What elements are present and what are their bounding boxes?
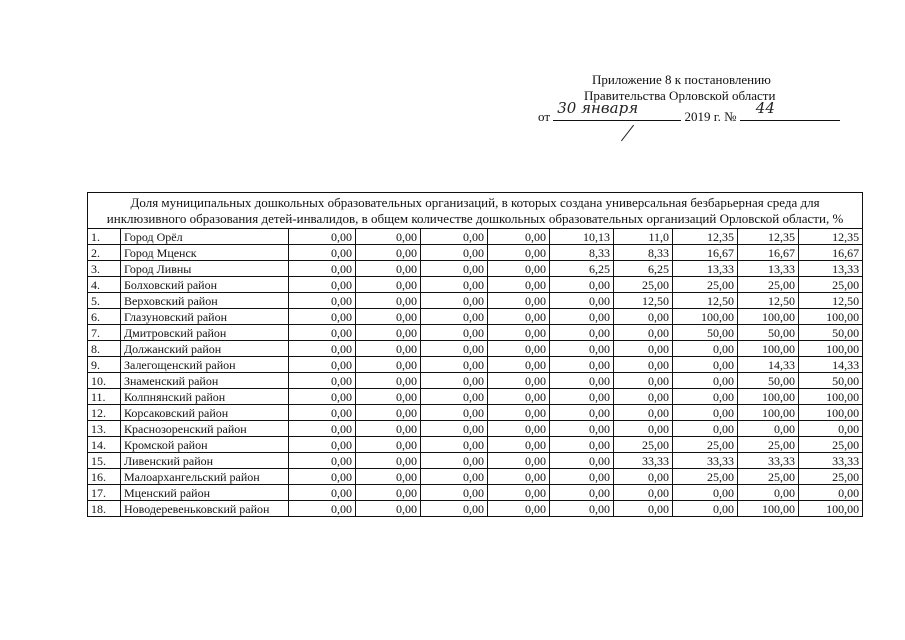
value-cell: 100,00 [738,309,799,325]
table-caption: Доля муниципальных дошкольных образовательных организаций, в которых создана универсальная безбарьерная среда для инклюзивного образования детей-инвалидов, в общем количестве дошкольных образовательных организаций Орловской области, % [88,193,863,229]
appendix-title: Приложение 8 к постановлению [592,72,771,87]
value-cell: 0,00 [488,389,550,405]
value-cell: 0,00 [421,229,488,245]
value-cell: 8,33 [550,245,614,261]
value-cell: 0,00 [550,293,614,309]
row-number: 18. [88,501,121,517]
value-cell: 12,35 [799,229,863,245]
value-cell: 0,00 [421,389,488,405]
value-cell: 0,00 [799,421,863,437]
value-cell: 0,00 [673,341,738,357]
value-cell: 0,00 [488,469,550,485]
municipality-name: Ливенский район [121,453,289,469]
row-number: 3. [88,261,121,277]
value-cell: 0,00 [614,405,673,421]
value-cell: 0,00 [673,373,738,389]
value-cell: 0,00 [673,389,738,405]
value-cell: 12,35 [738,229,799,245]
value-cell: 0,00 [673,485,738,501]
value-cell: 12,50 [614,293,673,309]
value-cell: 0,00 [356,405,421,421]
row-number: 5. [88,293,121,309]
row-number: 7. [88,325,121,341]
value-cell: 0,00 [421,405,488,421]
row-number: 1. [88,229,121,245]
value-cell: 0,00 [421,357,488,373]
value-cell: 0,00 [421,469,488,485]
value-cell: 0,00 [356,277,421,293]
table-row [88,277,863,293]
table-row [88,261,863,277]
value-cell: 0,00 [289,245,356,261]
value-cell: 12,35 [673,229,738,245]
row-number: 14. [88,437,121,453]
value-cell: 0,00 [614,501,673,517]
table-row [88,453,863,469]
value-cell: 0,00 [550,421,614,437]
table-row [88,437,863,453]
value-cell: 0,00 [550,389,614,405]
value-cell: 0,00 [289,453,356,469]
value-cell: 0,00 [289,501,356,517]
value-cell: 0,00 [356,421,421,437]
value-cell: 100,00 [799,405,863,421]
municipality-name: Болховский район [121,277,289,293]
year-label: 2019 г. № [684,109,737,124]
value-cell: 100,00 [738,501,799,517]
value-cell: 0,00 [550,453,614,469]
value-cell: 33,33 [673,453,738,469]
value-cell: 0,00 [614,389,673,405]
value-cell: 13,33 [738,261,799,277]
value-cell: 0,00 [550,325,614,341]
value-cell: 0,00 [356,309,421,325]
value-cell: 0,00 [550,469,614,485]
municipality-name: Город Мценск [121,245,289,261]
value-cell: 16,67 [799,245,863,261]
value-cell: 33,33 [738,453,799,469]
value-cell: 25,00 [673,437,738,453]
value-cell: 0,00 [356,325,421,341]
number-field [740,99,840,121]
municipality-name: Верховский район [121,293,289,309]
value-cell: 0,00 [614,421,673,437]
value-cell: 100,00 [799,341,863,357]
value-cell: 14,33 [799,357,863,373]
value-cell: 0,00 [488,229,550,245]
value-cell: 16,67 [673,245,738,261]
value-cell: 13,33 [799,261,863,277]
value-cell: 0,00 [421,437,488,453]
value-cell: 33,33 [799,453,863,469]
value-cell: 0,00 [356,341,421,357]
municipality-name: Краснозоренский район [121,421,289,437]
value-cell: 0,00 [488,309,550,325]
value-cell: 25,00 [673,469,738,485]
value-cell: 0,00 [356,485,421,501]
value-cell: 0,00 [550,501,614,517]
value-cell: 0,00 [421,453,488,469]
value-cell: 25,00 [738,469,799,485]
value-cell: 50,00 [738,373,799,389]
value-cell: 14,33 [738,357,799,373]
value-cell: 25,00 [799,277,863,293]
value-cell: 0,00 [550,341,614,357]
municipality-name: Знаменский район [121,373,289,389]
value-cell: 8,33 [614,245,673,261]
value-cell: 0,00 [289,405,356,421]
value-cell: 0,00 [488,293,550,309]
value-cell: 0,00 [738,421,799,437]
value-cell: 100,00 [799,501,863,517]
value-cell: 0,00 [421,501,488,517]
table-row [88,485,863,501]
value-cell: 0,00 [356,229,421,245]
value-cell: 0,00 [289,261,356,277]
value-cell: 0,00 [289,229,356,245]
value-cell: 0,00 [289,341,356,357]
handwritten-date: 30 января [557,99,639,117]
value-cell: 0,00 [421,309,488,325]
value-cell: 0,00 [421,341,488,357]
value-cell: 0,00 [289,469,356,485]
value-cell: 0,00 [488,245,550,261]
value-cell: 25,00 [614,437,673,453]
handwritten-number: 44 [755,99,775,117]
table-row [88,501,863,517]
value-cell: 13,33 [673,261,738,277]
row-number: 10. [88,373,121,389]
row-number: 6. [88,309,121,325]
value-cell: 0,00 [356,293,421,309]
table-row [88,341,863,357]
value-cell: 0,00 [356,437,421,453]
row-number: 13. [88,421,121,437]
value-cell: 0,00 [488,373,550,389]
value-cell: 0,00 [356,501,421,517]
date-field [553,99,681,121]
value-cell: 0,00 [488,357,550,373]
table-row [88,357,863,373]
government-line: Правительства Орловской области [584,88,776,103]
value-cell: 0,00 [356,245,421,261]
municipality-name: Город Ливны [121,261,289,277]
table-row [88,421,863,437]
value-cell: 25,00 [614,277,673,293]
value-cell: 11,0 [614,229,673,245]
value-cell: 0,00 [673,405,738,421]
value-cell: 0,00 [550,309,614,325]
value-cell: 25,00 [799,437,863,453]
value-cell: 0,00 [488,405,550,421]
value-cell: 0,00 [289,309,356,325]
municipality-name: Колпнянский район [121,389,289,405]
municipality-name: Дмитровский район [121,325,289,341]
value-cell: 6,25 [614,261,673,277]
value-cell: 0,00 [488,325,550,341]
row-number: 16. [88,469,121,485]
value-cell: 12,50 [673,293,738,309]
value-cell: 16,67 [738,245,799,261]
value-cell: 0,00 [421,293,488,309]
municipality-name: Глазуновский район [121,309,289,325]
table-row [88,325,863,341]
inclusive-environment-table [87,192,863,517]
value-cell: 0,00 [356,373,421,389]
value-cell: 0,00 [356,261,421,277]
table-row [88,373,863,389]
value-cell: 25,00 [738,437,799,453]
value-cell: 50,00 [799,325,863,341]
value-cell: 0,00 [421,325,488,341]
value-cell: 0,00 [488,277,550,293]
municipality-name: Мценский район [121,485,289,501]
value-cell: 25,00 [673,277,738,293]
value-cell: 0,00 [421,421,488,437]
value-cell: 0,00 [550,277,614,293]
value-cell: 12,50 [799,293,863,309]
value-cell: 25,00 [799,469,863,485]
value-cell: 0,00 [614,469,673,485]
value-cell: 33,33 [614,453,673,469]
value-cell: 0,00 [673,421,738,437]
value-cell: 0,00 [550,485,614,501]
caption-row [88,193,863,229]
value-cell: 0,00 [738,485,799,501]
value-cell: 0,00 [289,357,356,373]
value-cell: 0,00 [421,373,488,389]
value-cell: 25,00 [738,277,799,293]
value-cell: 0,00 [614,341,673,357]
value-cell: 100,00 [799,309,863,325]
row-number: 4. [88,277,121,293]
value-cell: 0,00 [799,485,863,501]
municipality-name: Новодеревеньковский район [121,501,289,517]
value-cell: 0,00 [421,485,488,501]
value-cell: 12,50 [738,293,799,309]
signature-stroke [621,125,634,141]
value-cell: 0,00 [356,469,421,485]
date-prefix: от [538,109,551,124]
value-cell: 0,00 [289,485,356,501]
row-number: 11. [88,389,121,405]
table-row [88,389,863,405]
municipality-name: Залегощенский район [121,357,289,373]
table-row [88,245,863,261]
value-cell: 50,00 [799,373,863,389]
value-cell: 0,00 [488,261,550,277]
value-cell: 50,00 [738,325,799,341]
table-row [88,293,863,309]
municipality-name: Кромской район [121,437,289,453]
value-cell: 0,00 [421,245,488,261]
value-cell: 0,00 [488,341,550,357]
row-number: 15. [88,453,121,469]
value-cell: 0,00 [289,389,356,405]
value-cell: 0,00 [488,437,550,453]
value-cell: 0,00 [356,453,421,469]
value-cell: 50,00 [673,325,738,341]
value-cell: 0,00 [289,373,356,389]
row-number: 2. [88,245,121,261]
value-cell: 0,00 [614,357,673,373]
date-line [538,99,840,125]
row-number: 12. [88,405,121,421]
value-cell: 0,00 [488,453,550,469]
row-number: 9. [88,357,121,373]
value-cell: 0,00 [673,501,738,517]
value-cell: 0,00 [356,389,421,405]
value-cell: 0,00 [614,373,673,389]
value-cell: 0,00 [614,485,673,501]
value-cell: 0,00 [614,309,673,325]
table-row [88,469,863,485]
municipality-name: Город Орёл [121,229,289,245]
value-cell: 100,00 [738,405,799,421]
value-cell: 100,00 [799,389,863,405]
value-cell: 100,00 [738,341,799,357]
municipality-name: Должанский район [121,341,289,357]
value-cell: 0,00 [614,325,673,341]
value-cell: 100,00 [738,389,799,405]
value-cell: 0,00 [289,437,356,453]
table-row [88,229,863,245]
value-cell: 0,00 [673,357,738,373]
value-cell: 6,25 [550,261,614,277]
municipality-name: Корсаковский район [121,405,289,421]
value-cell: 0,00 [550,373,614,389]
value-cell: 0,00 [488,501,550,517]
value-cell: 0,00 [421,277,488,293]
value-cell: 100,00 [673,309,738,325]
value-cell: 0,00 [488,421,550,437]
row-number: 8. [88,341,121,357]
value-cell: 0,00 [289,325,356,341]
table-row [88,405,863,421]
municipality-name: Малоархангельский район [121,469,289,485]
value-cell: 0,00 [289,277,356,293]
value-cell: 0,00 [488,485,550,501]
value-cell: 0,00 [550,357,614,373]
value-cell: 0,00 [550,405,614,421]
value-cell: 0,00 [289,421,356,437]
value-cell: 0,00 [550,437,614,453]
value-cell: 0,00 [421,261,488,277]
table-row [88,309,863,325]
value-cell: 0,00 [289,293,356,309]
value-cell: 0,00 [356,357,421,373]
value-cell: 10,13 [550,229,614,245]
row-number: 17. [88,485,121,501]
